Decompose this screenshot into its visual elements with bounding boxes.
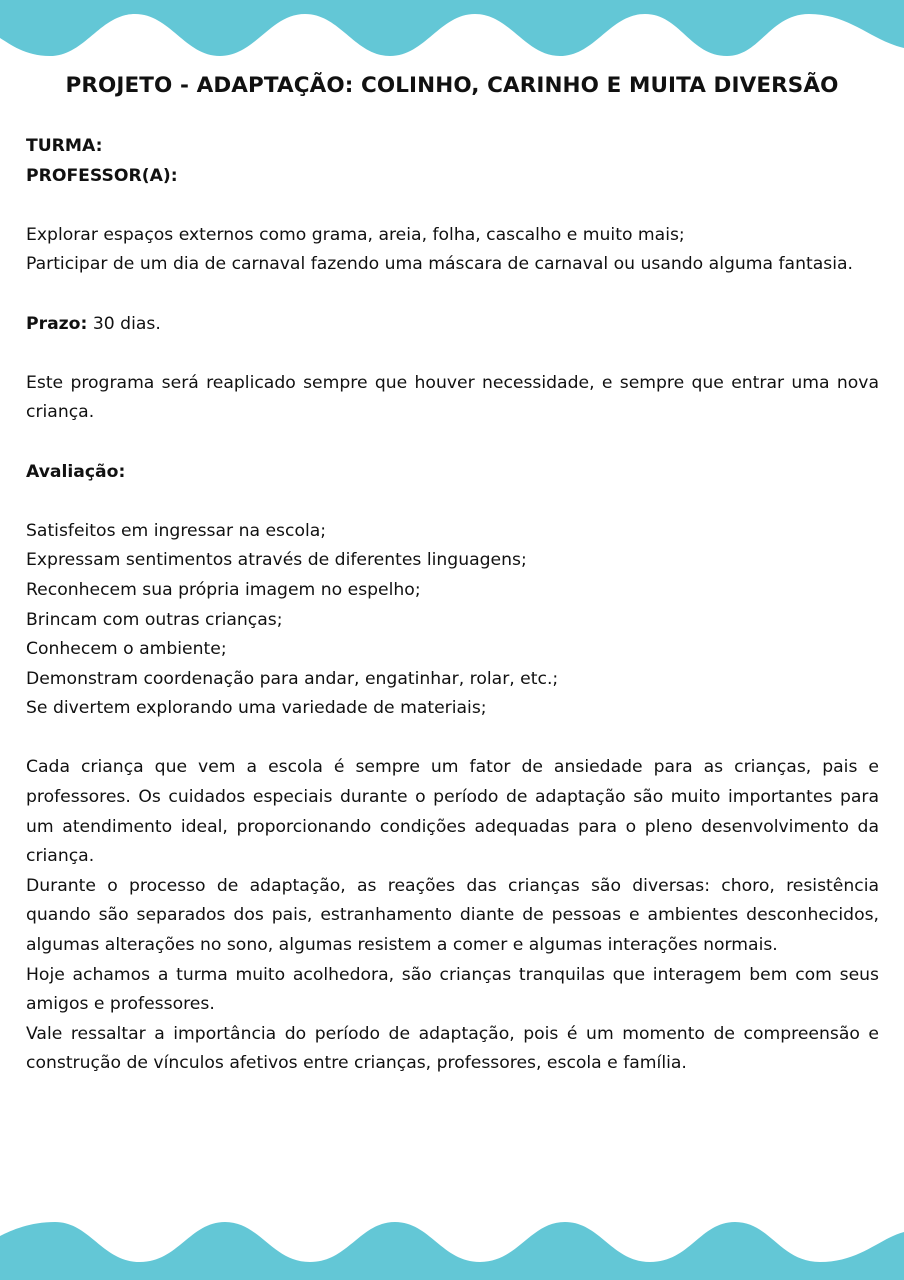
top-wave-decoration <box>0 0 904 70</box>
bottom-wave-decoration <box>0 1210 904 1280</box>
objective-item: Participar de um dia de carnaval fazendo uma máscara de carnaval ou usando alguma fantasia. <box>26 254 853 275</box>
body-paragraph: Hoje achamos a turma muito acolhedora, são crianças tranquilas que interagem bem com seus amigos e professores. <box>26 964 879 1015</box>
body-paragraph: Vale ressaltar a importância do período de adaptação, pois é um momento de compreensão e construção de vínculos afetivos entre crianças, professores, escola e família. <box>26 1023 879 1074</box>
body-paragraph: Cada criança que vem a escola é sempre um fator de ansiedade para as crianças, pais e professores. Os cuidados especiais durante o período de adaptação são muito importantes para um atendimento ideal, proporcionando condições adequadas para o pleno desenvolvimento da criança. <box>26 757 879 867</box>
page-title: PROJETO - ADAPTAÇÃO: COLINHO, CARINHO E MUITA DIVERSÃO <box>65 73 839 98</box>
body-paragraph: Durante o processo de adaptação, as reações das crianças são diversas: choro, resistência quando são separados dos pais, estranhamento diante de pessoas e ambientes desconhecidos, algumas alterações no sono, algumas resistem a comer e algumas interações normais. <box>26 875 879 956</box>
top-wave-shape <box>0 0 904 56</box>
document-body <box>26 132 879 1079</box>
objective-item: Explorar espaços externos como grama, areia, folha, cascalho e muito mais; <box>26 224 685 245</box>
prazo-value: 30 dias. <box>87 313 161 334</box>
professor-label: PROFESSOR(A): <box>26 165 178 186</box>
bottom-wave-shape <box>0 1222 904 1280</box>
avaliacao-item: Se divertem explorando uma variedade de materiais; <box>26 698 487 719</box>
prazo-label: Prazo: <box>26 313 88 334</box>
avaliacao-item: Brincam com outras crianças; <box>26 609 283 630</box>
avaliacao-item: Conhecem o ambiente; <box>26 639 227 660</box>
prazo-line <box>26 310 879 340</box>
avaliacao-item: Reconhecem sua própria imagem no espelho; <box>26 579 421 600</box>
program-note: Este programa será reaplicado sempre que houver necessidade, e sempre que entrar uma nova criança. <box>26 372 879 423</box>
avaliacao-label: Avaliação: <box>26 461 126 482</box>
turma-label: TURMA: <box>26 136 103 156</box>
avaliacao-item: Demonstram coordenação para andar, engatinhar, rolar, etc.; <box>26 668 559 689</box>
avaliacao-item: Satisfeitos em ingressar na escola; <box>26 520 327 541</box>
avaliacao-item: Expressam sentimentos através de diferentes linguagens; <box>26 550 527 571</box>
